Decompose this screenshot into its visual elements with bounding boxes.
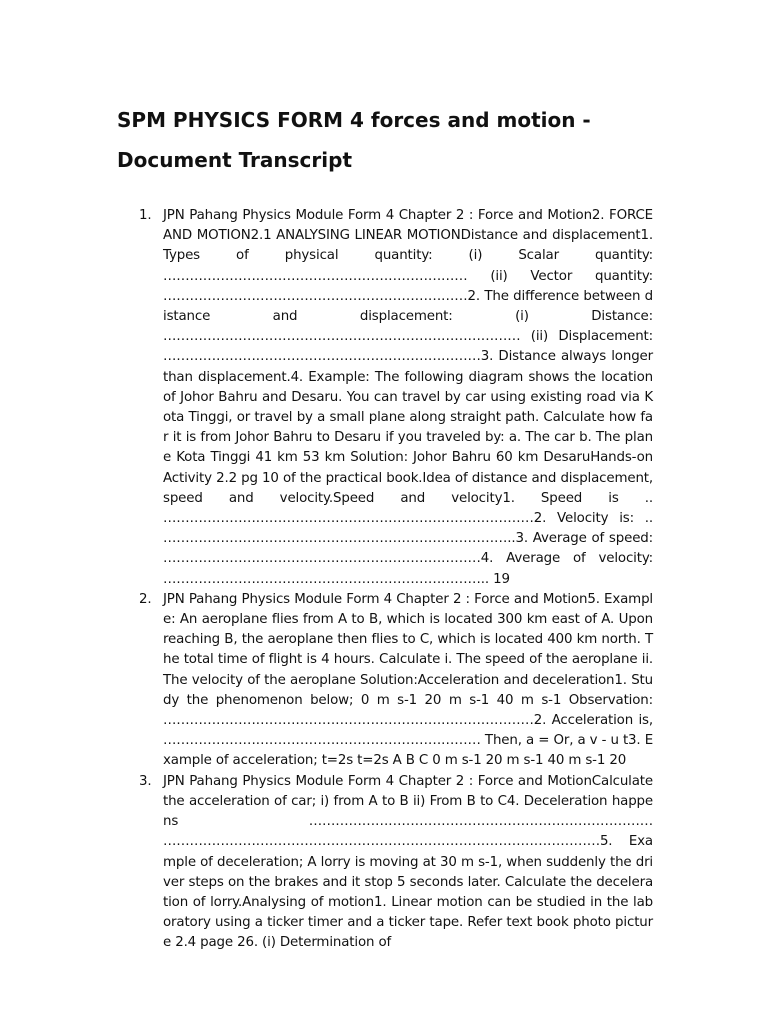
transcript-item: [117, 206, 653, 590]
document-page: [117, 100, 653, 954]
item-text: JPN Pahang Physics Module Form 4 Chapter 2 : Force and Motion5. Example: An aeroplane flies from A to B, which is located 300 km east of A. Upon reaching B, the aeroplane then flies to C, which is located 400 km north. The total time of flight is 4 hours. Calculate i. The speed of the aeroplane ii. The velocity of the aeroplane Solution:Acceleration and deceleration1. Study the phenomenon below; 0 m s-1 20 m s-1 40 m s-1 Observation: …………………………………………………………………………2. Acceleration is, ……………………………………………………………… Then, a = Or, a v - u t3. Example of acceleration; t=2s t=2s A B C 0 m s-1 20 m s-1 40 m s-1 20: [163, 591, 653, 769]
transcript-list: [117, 206, 653, 954]
item-number: 2.: [139, 591, 152, 607]
item-number: 1.: [139, 208, 152, 223]
transcript-item: [117, 772, 653, 954]
item-text: JPN Pahang Physics Module Form 4 Chapter 2 : Force and MotionCalculate the acceleration of car; i) from A to B ii) From B to C4. Deceleration happens …………………………………………………………………… ………………………………………………………………………………………5. Example of deceleration; A lorry is moving at 30 m s-1, when suddenly the driver steps on the brakes and it stop 5 seconds later. Calculate the deceleration of lorry.Analysing of motion1. Linear motion can be studied in the laboratory using a ticker timer and a ticker tape. Refer text book photo picture 2.4 page 26. (i) Determination of: [163, 773, 653, 951]
transcript-item: [117, 590, 653, 772]
item-number: 3.: [139, 773, 152, 789]
document-title: SPM PHYSICS FORM 4 forces and motion - Document Transcript: [117, 108, 591, 172]
item-text: JPN Pahang Physics Module Form 4 Chapter 2 : Force and Motion2. FORCE AND MOTION2.1 ANALYSING LINEAR MOTIONDistance and displacement1. Types of physical quantity: (i) Scalar quantity: …………………………………………………………… (ii) Vector quantity: ……………………………………………………………2. The difference between distance and displacement: (i) Distance: ……………………………………………………………………… (ii) Displacement: ………………………………………………………………3. Distance always longer than displacement.4. Example: The following diagram shows the location of Johor Bahru and Desaru. You can travel by car using existing road via Kota Tinggi, or travel by a small plane along straight path. Calculate how far it is from Johor Bahru to Desaru if you traveled by: a. The car b. The plane Kota Tinggi 41 km 53 km Solution: Johor Bahru 60 km DesaruHands-on Activity 2.2 pg 10 of the practical book.Idea of distance and displacement, speed and velocity.Speed and velocity1. Speed is .. …………………………………………………………………………2. Velocity is: .. ……………………………………………………………………..3. Average of speed: ………………………………………………………………4. Average of velocity: ……………………………………………………………….. 19: [163, 208, 653, 587]
